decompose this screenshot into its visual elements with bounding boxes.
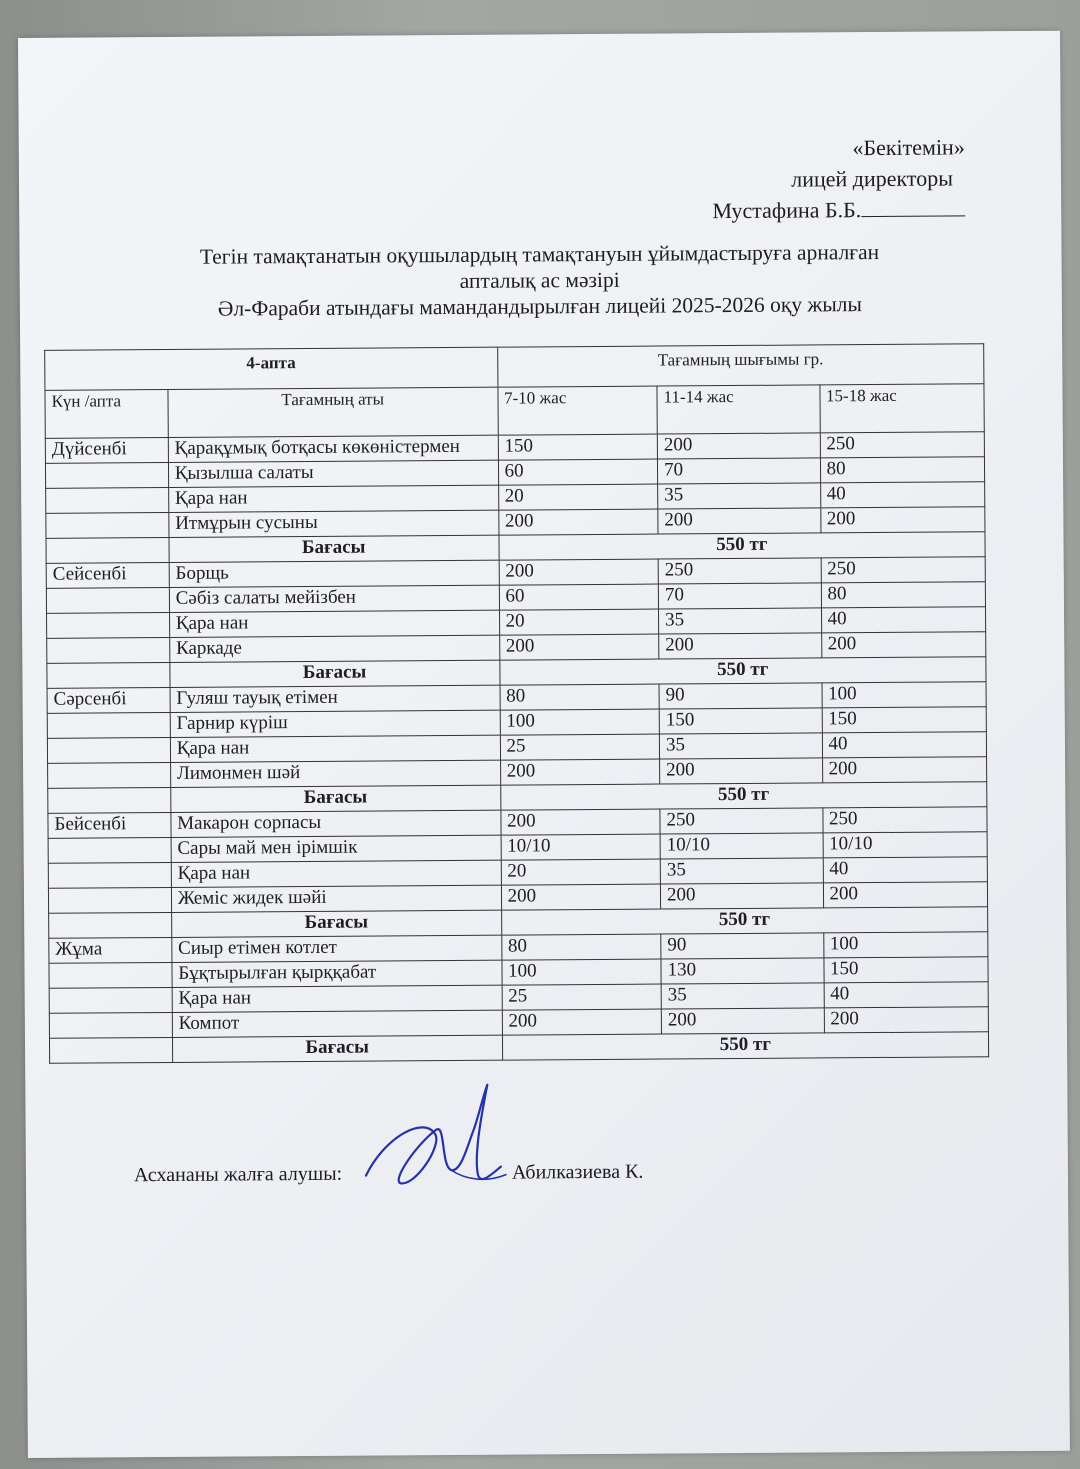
price-empty-cell (48, 787, 171, 813)
yield-age2-cell: 150 (659, 708, 822, 734)
price-value-cell: 550 тг (501, 907, 988, 935)
yield-age3-cell: 200 (820, 507, 985, 533)
yield-age3-cell: 80 (821, 582, 986, 608)
yield-age2-cell: 130 (661, 958, 824, 984)
price-label-cell: Бағасы (171, 910, 501, 937)
yield-age2-cell: 200 (658, 508, 821, 534)
dish-name-cell: Макарон сорпасы (171, 810, 501, 837)
dish-name-cell: Қара нан (170, 735, 500, 762)
day-cell (47, 612, 170, 638)
dish-name-cell: Сәбіз салаты мейізбен (169, 585, 499, 612)
yield-age2-cell: 90 (661, 933, 824, 959)
yield-age3-cell: 200 (821, 632, 986, 658)
title-line-2: апталық ас мәзірі (459, 267, 620, 293)
yield-age1-cell: 100 (500, 709, 660, 735)
price-value-cell: 550 тг (500, 782, 987, 810)
dish-name-cell: Борщь (169, 560, 499, 587)
approval-signatory (565, 193, 965, 227)
title-line-3: Әл-Фараби атындағы мамандандырылған лицейі 2025-2026 оқу жылы (217, 292, 862, 321)
price-empty-cell (49, 1037, 172, 1063)
price-empty-cell (46, 537, 169, 563)
approval-position: лицей директоры (791, 165, 954, 192)
day-cell: Жұма (49, 937, 172, 963)
day-cell (47, 737, 170, 763)
dish-name-cell: Қара нан (172, 985, 502, 1012)
footer-label: Асхананы жалға алушы: (133, 1162, 343, 1187)
yield-age2-cell: 200 (660, 883, 823, 909)
dish-name-cell: Каркаде (169, 635, 499, 662)
approval-title: «Бекітемін» (852, 134, 965, 161)
dish-name-cell: Гарнир күріш (170, 710, 500, 737)
yield-age3-cell: 100 (823, 932, 988, 958)
yield-age3-cell: 40 (820, 482, 985, 508)
table-header-row (45, 344, 984, 391)
dish-name-cell: Қара нан (171, 860, 501, 887)
footer (133, 1160, 644, 1187)
approval-block (565, 131, 966, 227)
day-cell (48, 837, 171, 863)
dish-name-cell: Компот (172, 1010, 502, 1037)
yield-age2-cell: 70 (658, 583, 821, 609)
yield-age3-cell: 40 (823, 857, 988, 883)
day-cell (47, 637, 170, 663)
yield-age1-cell: 25 (502, 984, 662, 1010)
dish-name-cell: Қызылша салаты (168, 460, 498, 487)
signature-line (861, 197, 965, 217)
price-empty-cell (49, 912, 172, 938)
day-cell: Бейсенбі (48, 812, 171, 838)
dish-name-cell: Қарақұмық ботқасы көкөністермен (168, 435, 498, 462)
day-cell (48, 887, 171, 913)
yield-age2-cell: 35 (661, 983, 824, 1009)
handwritten-signature (355, 1075, 516, 1206)
dish-name-cell: Қара нан (169, 610, 499, 637)
yield-header: Тағамның шығымы гр. (497, 344, 984, 387)
dish-name-cell: Сиыр етімен котлет (172, 935, 502, 962)
yield-age1-cell: 200 (499, 634, 659, 660)
price-row (49, 1032, 988, 1064)
day-cell (46, 587, 169, 613)
price-label-cell: Бағасы (171, 785, 501, 812)
dish-name-cell: Гуляш тауық етімен (170, 685, 500, 712)
day-cell (47, 712, 170, 738)
yield-age2-cell: 200 (657, 433, 820, 459)
day-cell (49, 1012, 172, 1038)
price-empty-cell (47, 662, 170, 688)
yield-age3-cell: 250 (822, 807, 987, 833)
col-age2-header: 11-14 жас (657, 385, 820, 434)
price-label-cell: Бағасы (172, 1035, 502, 1062)
yield-age3-cell: 250 (821, 557, 986, 583)
day-cell: Сейсенбі (46, 562, 169, 588)
menu-table-body (45, 344, 989, 1064)
yield-age2-cell: 200 (659, 633, 822, 659)
col-day-header (45, 389, 168, 438)
yield-age1-cell: 200 (498, 509, 658, 535)
yield-age1-cell: 10/10 (501, 834, 661, 860)
yield-age1-cell: 20 (501, 859, 661, 885)
day-cell (48, 862, 171, 888)
yield-age2-cell: 200 (661, 1008, 824, 1034)
yield-age3-cell: 150 (822, 707, 987, 733)
dish-name-cell: Сары май мен ірімшік (171, 835, 501, 862)
yield-age2-cell: 35 (658, 483, 821, 509)
yield-age2-cell: 35 (660, 858, 823, 884)
day-cell: Дүйсенбі (45, 437, 168, 463)
col-day-label: Күн /апта (51, 391, 122, 411)
menu-table (44, 343, 989, 1064)
col-dish-header: Тағамның аты (168, 387, 498, 437)
yield-age3-cell: 200 (822, 757, 987, 783)
yield-age1-cell: 200 (502, 1009, 662, 1035)
table-subheader-row (45, 384, 984, 439)
yield-age1-cell: 200 (499, 559, 659, 585)
day-cell (49, 987, 172, 1013)
yield-age3-cell: 80 (820, 457, 985, 483)
yield-age3-cell: 200 (824, 1007, 989, 1033)
yield-age2-cell: 90 (659, 683, 822, 709)
dish-name-cell: Жеміс жидек шәйі (171, 885, 501, 912)
yield-age1-cell: 200 (500, 759, 660, 785)
yield-age1-cell: 60 (498, 459, 658, 485)
dish-name-cell: Лимонмен шәй (170, 760, 500, 787)
yield-age1-cell: 20 (498, 484, 658, 510)
yield-age3-cell: 250 (820, 432, 985, 458)
yield-age2-cell: 35 (659, 608, 822, 634)
yield-age3-cell: 100 (822, 682, 987, 708)
yield-age3-cell: 40 (821, 607, 986, 633)
yield-age2-cell: 70 (657, 458, 820, 484)
yield-age2-cell: 200 (660, 758, 823, 784)
yield-age1-cell: 25 (500, 734, 660, 760)
price-label-cell: Бағасы (169, 535, 499, 562)
day-cell: Сәрсенбі (47, 687, 170, 713)
price-label-cell: Бағасы (170, 660, 500, 687)
yield-age2-cell: 35 (659, 733, 822, 759)
day-cell (46, 512, 169, 538)
yield-age2-cell: 250 (658, 558, 821, 584)
day-cell (46, 487, 169, 513)
day-cell (48, 762, 171, 788)
week-label: 4-апта (45, 347, 498, 390)
dish-name-cell: Қара нан (168, 485, 498, 512)
yield-age3-cell: 150 (823, 957, 988, 983)
day-cell (49, 962, 172, 988)
footer-name: Абилказиева К. (511, 1160, 644, 1184)
price-value-cell: 550 тг (499, 532, 986, 560)
col-age1-header: 7-10 жас (498, 386, 658, 435)
approval-name: Мустафина Б.Б. (712, 197, 862, 224)
yield-age2-cell: 10/10 (660, 833, 823, 859)
yield-age1-cell: 100 (502, 959, 662, 985)
dish-name-cell: Итмұрын сусыны (169, 510, 499, 537)
document-sheet (18, 31, 1070, 1458)
yield-age1-cell: 80 (501, 934, 661, 960)
dish-name-cell: Бұқтырылған қырққабат (172, 960, 502, 987)
yield-age1-cell: 200 (501, 884, 661, 910)
yield-age2-cell: 250 (660, 808, 823, 834)
yield-age1-cell: 20 (499, 609, 659, 635)
yield-age3-cell: 40 (822, 732, 987, 758)
yield-age3-cell: 200 (823, 882, 988, 908)
day-cell (45, 462, 168, 488)
yield-age3-cell: 10/10 (823, 832, 988, 858)
yield-age1-cell: 80 (500, 684, 660, 710)
yield-age1-cell: 150 (498, 434, 658, 460)
title-line-1: Тегін тамақтанатын оқушылардың тамақтануын ұйымдастыруға арналған (199, 239, 880, 269)
document-title (79, 238, 1000, 322)
price-value-cell: 550 тг (499, 657, 986, 685)
col-age3-header: 15-18 жас (819, 384, 984, 433)
yield-age3-cell: 40 (824, 982, 989, 1008)
yield-age1-cell: 200 (500, 809, 660, 835)
price-value-cell: 550 тг (502, 1032, 989, 1060)
yield-age1-cell: 60 (499, 584, 659, 610)
